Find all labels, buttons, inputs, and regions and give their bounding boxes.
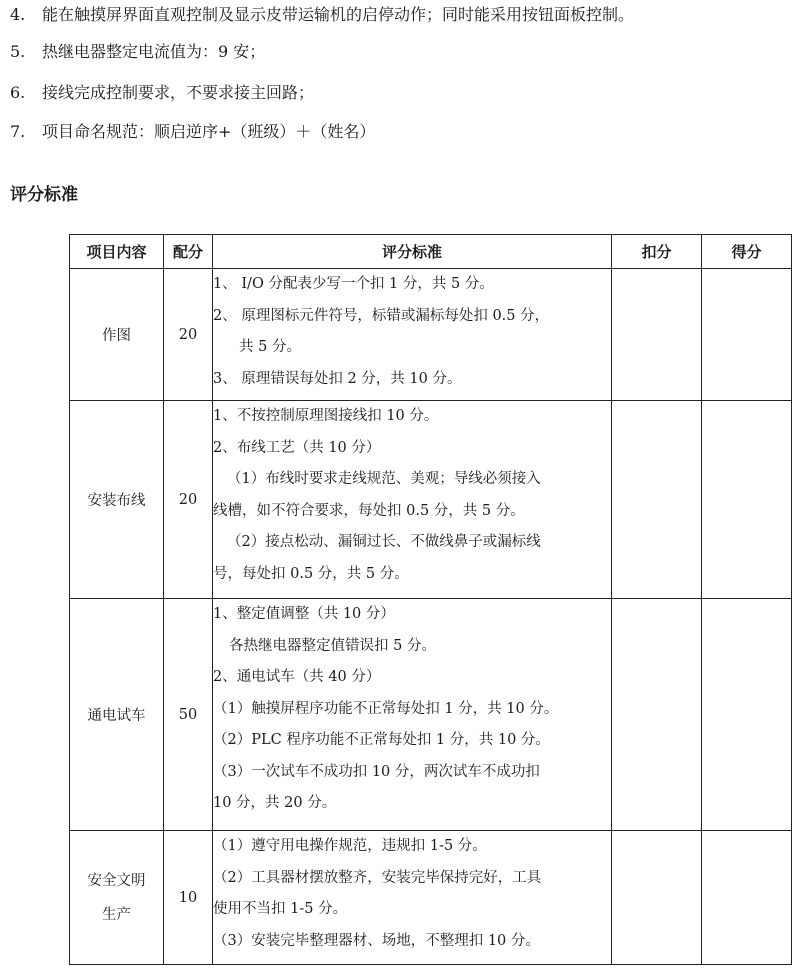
row-deduct bbox=[612, 599, 702, 831]
row-item: 通电试车 bbox=[70, 599, 164, 831]
header-score: 配分 bbox=[164, 235, 213, 269]
table-row bbox=[70, 269, 792, 401]
table-row bbox=[70, 831, 792, 965]
row-earned bbox=[702, 269, 792, 401]
criteria-line: （2）接点松动、漏铜过长、不做线鼻子或漏标线 bbox=[227, 534, 541, 550]
criteria-line: 3、 原理错误每处扣 2 分，共 10 分。 bbox=[213, 370, 462, 387]
table-row bbox=[70, 401, 792, 599]
requirement-text: 热继电器整定电流值为：9 安； bbox=[42, 42, 266, 61]
criteria-line: 线槽，如不符合要求，每处扣 0.5 分，共 5 分。 bbox=[213, 502, 525, 519]
criteria-line: （1）触摸屏程序功能不正常每处扣 1 分，共 10 分。 bbox=[213, 700, 559, 717]
header-criteria: 评分标准 bbox=[213, 235, 612, 269]
criteria-line: （3）安装完毕整理器材、场地，不整理扣 10 分。 bbox=[213, 932, 540, 949]
requirement-text: 能在触摸屏界面直观控制及显示皮带运输机的启停动作；同时能采用按钮面板控制。 bbox=[42, 5, 635, 24]
row-deduct bbox=[612, 401, 702, 599]
row-criteria bbox=[213, 269, 612, 401]
criteria-line: 1、 I/O 分配表少写一个扣 1 分，共 5 分。 bbox=[213, 276, 494, 292]
criteria-line: （2）工具器材摆放整齐，安装完毕保持完好，工具 bbox=[213, 869, 542, 886]
scoring-table bbox=[69, 234, 792, 965]
row-earned bbox=[702, 401, 792, 599]
row-criteria bbox=[213, 401, 612, 599]
requirement-item bbox=[10, 41, 265, 63]
header-item: 项目内容 bbox=[70, 235, 164, 269]
requirement-item bbox=[10, 121, 375, 143]
requirement-number: 5. bbox=[10, 42, 26, 61]
row-item bbox=[70, 831, 164, 965]
header-earned: 得分 bbox=[702, 235, 792, 269]
row-item-line: 生产 bbox=[102, 906, 131, 923]
requirement-text: 项目命名规范：顺启逆序+（班级）＋（姓名） bbox=[42, 122, 376, 141]
row-criteria bbox=[213, 831, 612, 965]
requirement-number: 6. bbox=[10, 83, 26, 102]
criteria-line: 10 分，共 20 分。 bbox=[213, 795, 337, 811]
row-criteria bbox=[213, 599, 612, 831]
criteria-line: （3）一次试车不成功扣 10 分，两次试车不成功扣 bbox=[213, 763, 540, 780]
criteria-line: 共 5 分。 bbox=[239, 339, 301, 355]
row-score: 10 bbox=[164, 831, 213, 965]
criteria-line: 使用不当扣 1-5 分。 bbox=[213, 901, 348, 917]
row-earned bbox=[702, 831, 792, 965]
row-score: 20 bbox=[164, 401, 213, 599]
row-deduct bbox=[612, 269, 702, 401]
criteria-line: 各热继电器整定值错误扣 5 分。 bbox=[229, 637, 436, 654]
row-earned bbox=[702, 599, 792, 831]
row-score: 50 bbox=[164, 599, 213, 831]
criteria-line: 2、 原理图标元件符号，标错或漏标每处扣 0.5 分， bbox=[213, 307, 550, 324]
row-score: 20 bbox=[164, 269, 213, 401]
requirement-number: 7. bbox=[10, 122, 26, 141]
criteria-line: （1）遵守用电操作规范，违规扣 1-5 分。 bbox=[213, 838, 487, 854]
criteria-line: 号，每处扣 0.5 分，共 5 分。 bbox=[213, 565, 409, 582]
row-item: 作图 bbox=[70, 269, 164, 401]
section-title: 评分标准 bbox=[10, 185, 78, 205]
criteria-line: 1、不按控制原理图接线扣 10 分。 bbox=[213, 408, 439, 424]
requirement-number: 4. bbox=[10, 5, 26, 24]
criteria-line: 2、通电试车（共 40 分） bbox=[213, 669, 381, 685]
requirement-item bbox=[10, 4, 634, 26]
table-header-row bbox=[70, 235, 792, 269]
row-item-line: 安全文明 bbox=[87, 872, 146, 889]
row-deduct bbox=[612, 831, 702, 965]
header-deduct: 扣分 bbox=[612, 235, 702, 269]
table-row bbox=[70, 599, 792, 831]
criteria-line: （1）布线时要求走线规范、美观；导线必须接入 bbox=[227, 471, 541, 487]
criteria-line: 1、整定值调整（共 10 分） bbox=[213, 606, 395, 622]
requirement-text: 接线完成控制要求，不要求接主回路； bbox=[42, 83, 315, 102]
row-item: 安装布线 bbox=[70, 401, 164, 599]
criteria-line: 2、布线工艺（共 10 分） bbox=[213, 439, 381, 456]
criteria-line: （2）PLC 程序功能不正常每处扣 1 分，共 10 分。 bbox=[213, 732, 550, 748]
requirement-item bbox=[10, 82, 314, 104]
